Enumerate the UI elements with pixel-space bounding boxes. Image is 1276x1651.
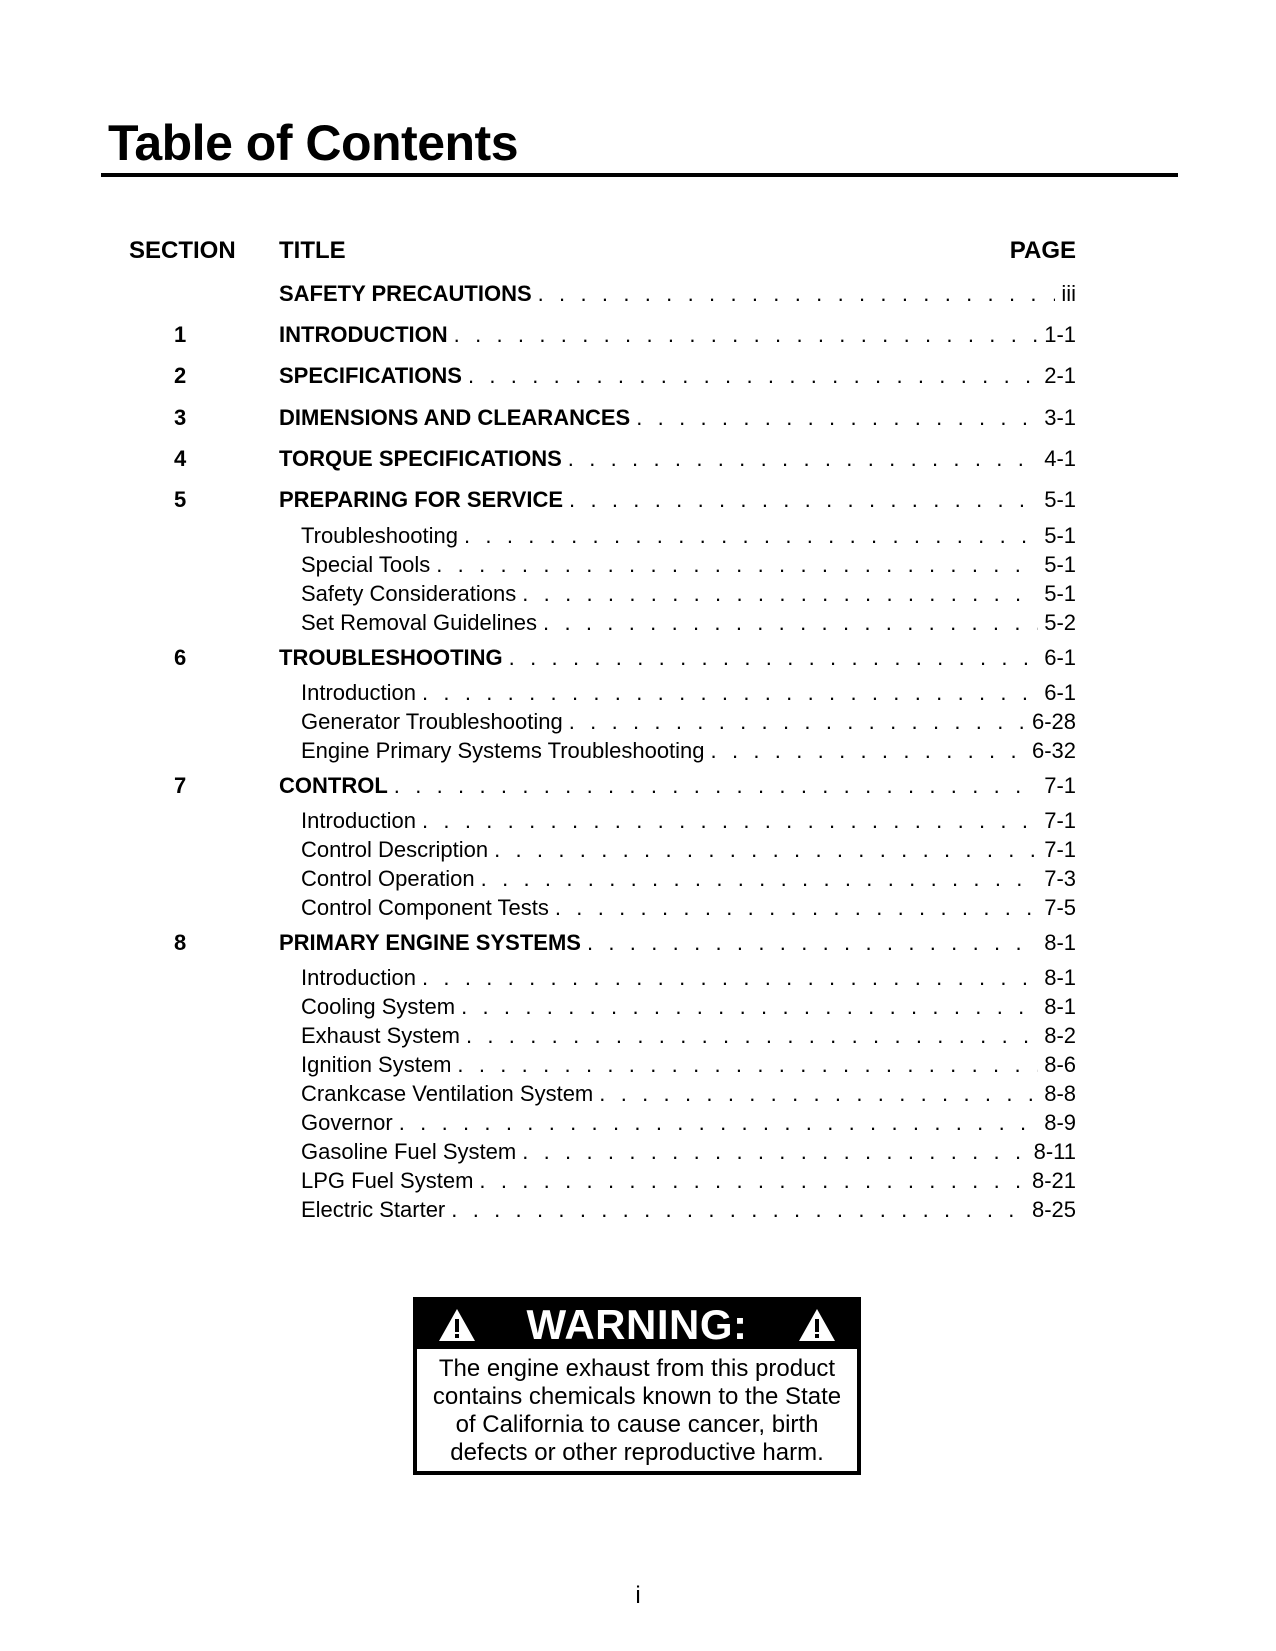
toc-section-row[interactable] <box>129 929 1076 957</box>
toc-entry-title: Crankcase Ventilation System <box>301 1081 594 1106</box>
toc-dot-leader <box>457 1051 1038 1079</box>
toc-subsection-row[interactable] <box>129 1196 1076 1224</box>
toc-dot-leader <box>454 321 1039 349</box>
toc-dot-leader <box>636 404 1038 432</box>
toc-section-number: 4 <box>174 446 187 471</box>
toc-subsection-row[interactable] <box>129 1022 1076 1050</box>
toc-entry-title: TROUBLESHOOTING <box>279 645 503 670</box>
toc-entry-title: Engine Primary Systems Troubleshooting <box>301 738 705 763</box>
warning-text: The engine exhaust from this product contains chemicals known to the State of California to cause cancer, birth defects or other reproductive harm. <box>432 1355 842 1466</box>
toc-entry-title: Control Operation <box>301 866 475 891</box>
toc-section-number: 8 <box>174 930 187 955</box>
toc-section-row[interactable] <box>129 404 1076 432</box>
toc-entry-title: PREPARING FOR SERVICE <box>279 487 564 512</box>
toc-entry-title: TORQUE SPECIFICATIONS <box>279 446 562 471</box>
toc-entry-title: PRIMARY ENGINE SYSTEMS <box>279 930 581 955</box>
toc-subsection-row[interactable] <box>129 580 1076 608</box>
toc-page-number: 5-1 <box>1044 581 1076 606</box>
toc-page-number: 6-1 <box>1044 645 1076 670</box>
toc-dot-leader <box>599 1080 1038 1108</box>
toc-page-number: 7-1 <box>1044 773 1076 798</box>
toc-dot-leader <box>464 522 1038 550</box>
toc-section-number: 3 <box>174 405 187 430</box>
toc-section-row[interactable] <box>129 321 1076 349</box>
toc-subsection-row[interactable] <box>129 836 1076 864</box>
toc-page-number: iii <box>1061 281 1076 306</box>
toc-section-row[interactable] <box>129 772 1076 800</box>
header-page: PAGE <box>1009 237 1076 264</box>
toc-page-number: 6-1 <box>1044 680 1076 705</box>
toc-subsection-row[interactable] <box>129 551 1076 579</box>
toc-page-number: 8-25 <box>1031 1197 1076 1222</box>
toc-page-number: 8-2 <box>1044 1023 1076 1048</box>
toc-subsection-row[interactable] <box>129 1051 1076 1079</box>
toc-dot-leader <box>422 964 1038 992</box>
toc-dot-leader <box>451 1196 1026 1224</box>
toc-entry-title: Safety Considerations <box>301 581 517 606</box>
page-title: Table of Contents <box>108 115 519 171</box>
toc-subsection-row[interactable] <box>129 1109 1076 1137</box>
toc-page-number: 5-1 <box>1044 523 1076 548</box>
toc-page-number: 8-1 <box>1044 994 1076 1019</box>
toc-entry-title: Introduction <box>301 965 416 990</box>
toc-entry-title: Exhaust System <box>301 1023 460 1048</box>
toc-section-row[interactable] <box>129 362 1076 390</box>
toc-dot-leader <box>522 580 1038 608</box>
toc-section-number: 5 <box>174 487 187 512</box>
toc-page-number: 8-9 <box>1044 1110 1076 1135</box>
toc-entry-title: Electric Starter <box>301 1197 446 1222</box>
toc-section-number: 1 <box>174 322 187 347</box>
toc-page-number: 5-1 <box>1044 487 1076 512</box>
toc-subsection-row[interactable] <box>129 737 1076 765</box>
toc-page-number: 4-1 <box>1044 446 1076 471</box>
toc-entry-title: Governor <box>301 1110 393 1135</box>
toc-entry-title: Introduction <box>301 808 416 833</box>
toc-page-number: 8-1 <box>1044 930 1076 955</box>
toc-dot-leader <box>494 836 1038 864</box>
toc-dot-leader <box>543 609 1038 637</box>
toc-page-number: 3-1 <box>1044 405 1076 430</box>
toc-entry-title: Generator Troubleshooting <box>301 709 563 734</box>
toc-entry-title: Set Removal Guidelines <box>301 610 538 635</box>
title-rule <box>101 173 1178 177</box>
toc-page-number: 8-6 <box>1044 1052 1076 1077</box>
toc-subsection-row[interactable] <box>129 964 1076 992</box>
toc-page-number: 6-32 <box>1031 738 1076 763</box>
toc-section-number: 6 <box>174 645 187 670</box>
toc-entry-title: Ignition System <box>301 1052 452 1077</box>
toc-entry-title: SPECIFICATIONS <box>279 363 462 388</box>
warning-box <box>413 1297 861 1475</box>
toc-subsection-row[interactable] <box>129 522 1076 550</box>
toc-section-row[interactable] <box>129 280 1076 308</box>
toc-entry-title: DIMENSIONS AND CLEARANCES <box>279 405 631 430</box>
toc-dot-leader <box>481 865 1039 893</box>
toc-entry-title: INTRODUCTION <box>279 322 448 347</box>
toc-dot-leader <box>509 644 1039 672</box>
toc-page-number: 7-5 <box>1044 895 1076 920</box>
toc-dot-leader <box>569 708 1026 736</box>
toc-page-number: 6-28 <box>1031 709 1076 734</box>
toc-subsection-row[interactable] <box>129 807 1076 835</box>
toc-subsection-row[interactable] <box>129 1080 1076 1108</box>
toc-entry-title: SAFETY PRECAUTIONS <box>279 281 532 306</box>
warning-triangle-icon <box>437 1307 477 1343</box>
toc-entry-title: CONTROL <box>279 773 388 798</box>
warning-triangle-icon <box>797 1307 837 1343</box>
warning-title: WARNING: <box>526 1301 748 1348</box>
toc-section-number: 2 <box>174 363 187 388</box>
toc-section-number: 7 <box>174 773 187 798</box>
toc-entry-title: Troubleshooting <box>301 523 458 548</box>
toc-section-row[interactable] <box>129 445 1076 473</box>
toc-page-number: 5-1 <box>1044 552 1076 577</box>
toc-page-number: 8-21 <box>1031 1168 1076 1193</box>
toc-entry-title: Introduction <box>301 680 416 705</box>
toc-dot-leader <box>538 280 1056 308</box>
toc-dot-leader <box>711 737 1026 765</box>
page-number: i <box>635 1582 641 1609</box>
toc-subsection-row[interactable] <box>129 679 1076 707</box>
toc-page-number: 1-1 <box>1044 322 1076 347</box>
toc-page-number: 8-11 <box>1033 1139 1076 1164</box>
toc-page-number: 8-1 <box>1044 965 1076 990</box>
toc-dot-leader <box>436 551 1038 579</box>
toc-entry-title: Special Tools <box>301 552 431 577</box>
toc-section-row[interactable] <box>129 644 1076 672</box>
warning-header <box>417 1301 857 1349</box>
header-title: TITLE <box>279 237 346 264</box>
toc-page-number: 7-3 <box>1044 866 1076 891</box>
toc-page-number: 7-1 <box>1044 837 1076 862</box>
toc-dot-leader <box>394 772 1038 800</box>
toc-entry-title: LPG Fuel System <box>301 1168 474 1193</box>
toc-dot-leader <box>555 894 1038 922</box>
toc-subsection-row[interactable] <box>129 708 1076 736</box>
toc-page-number: 5-2 <box>1044 610 1076 635</box>
toc-dot-leader <box>568 445 1038 473</box>
toc-entry-title: Cooling System <box>301 994 456 1019</box>
toc-page-number: 8-8 <box>1044 1081 1076 1106</box>
toc-subsection-row[interactable] <box>129 894 1076 922</box>
toc-entry-title: Control Description <box>301 837 489 862</box>
toc-dot-leader <box>468 362 1038 390</box>
toc-dot-leader <box>587 929 1038 957</box>
header-section: SECTION <box>129 237 236 264</box>
toc-dot-leader <box>569 486 1038 514</box>
toc-subsection-row[interactable] <box>129 1167 1076 1195</box>
toc-dot-leader <box>422 679 1038 707</box>
toc-page-number: 2-1 <box>1044 363 1076 388</box>
toc-dot-leader <box>466 1022 1038 1050</box>
toc-dot-leader <box>479 1167 1026 1195</box>
toc-page-number: 7-1 <box>1044 808 1076 833</box>
toc-subsection-row[interactable] <box>129 993 1076 1021</box>
toc-dot-leader <box>422 807 1038 835</box>
toc-section-row[interactable] <box>129 486 1076 514</box>
toc-dot-leader <box>461 993 1038 1021</box>
toc-dot-leader <box>399 1109 1038 1137</box>
toc-entry-title: Gasoline Fuel System <box>301 1139 517 1164</box>
toc-subsection-row[interactable] <box>129 1138 1076 1166</box>
toc-dot-leader <box>522 1138 1027 1166</box>
toc-subsection-row[interactable] <box>129 609 1076 637</box>
toc-subsection-row[interactable] <box>129 865 1076 893</box>
toc-entry-title: Control Component Tests <box>301 895 549 920</box>
